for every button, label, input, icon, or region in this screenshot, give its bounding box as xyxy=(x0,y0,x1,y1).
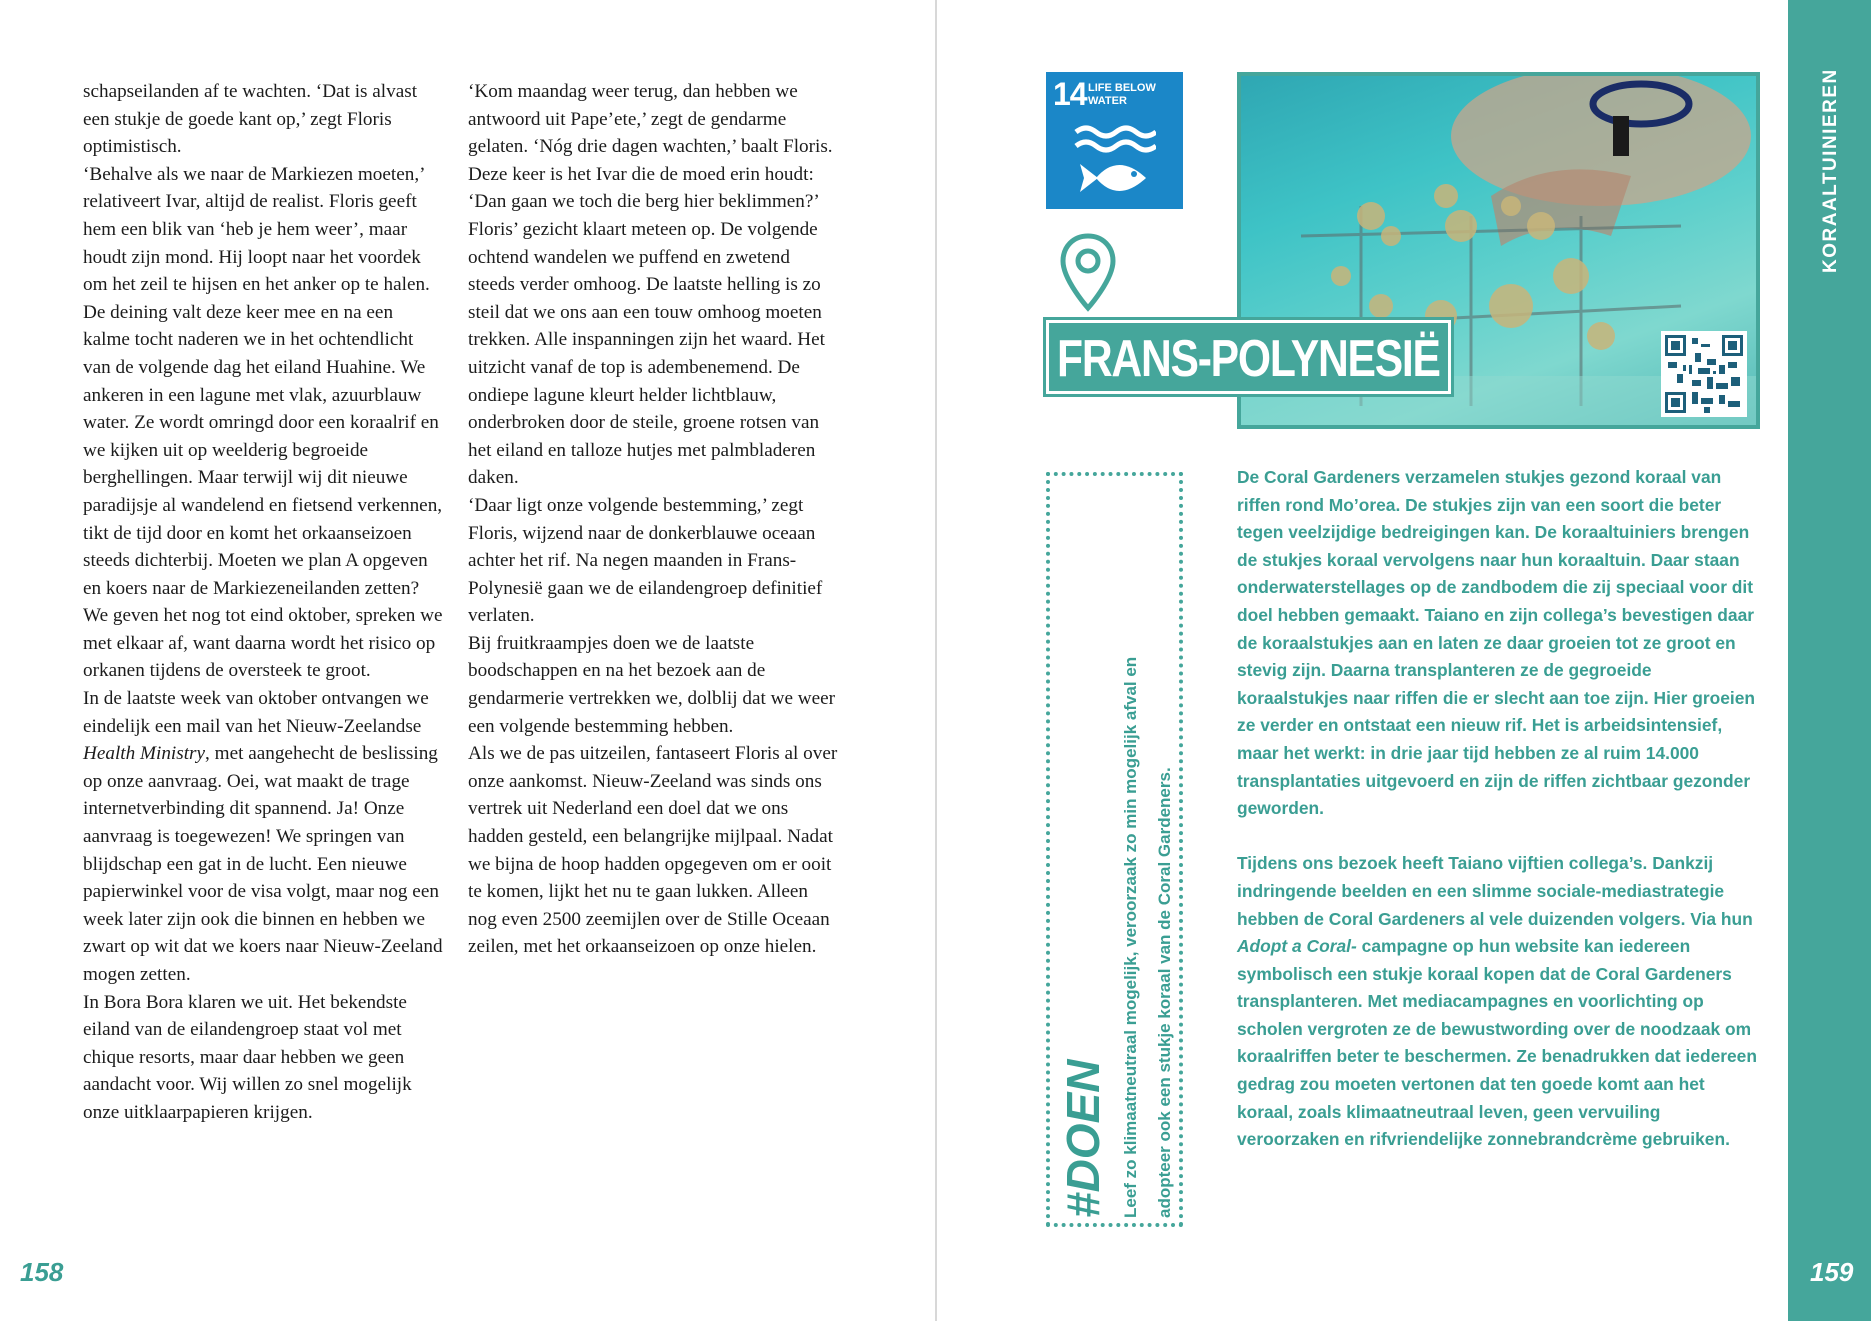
italic-span: Adopt a Coral- xyxy=(1237,936,1357,957)
text-span: campagne op hun website kan iedereen symbolisch een stukje koraal kopen dat de Coral Gardeners transplanteren. Met mediacampagnes en voorlichting op scholen vergroten ze de bewustwording over de noodzaak om koraalriffen beter te beschermen. Ze benadrukken dat iedereen gedrag zou moeten vertonen dat ten goede komt aan het koraal, zoals klimaatneutraal leven, geen vervuiling veroorzaken en rifvriendelijke zonnebrandcrème gebruiken. xyxy=(1237,936,1757,1150)
section-label: KORAALTUINIEREN xyxy=(1820,68,1841,273)
doen-title: #DOEN xyxy=(1057,1059,1109,1218)
text-span: , met aangehecht de beslissing op onze aanvraag. Oei, wat maakt de trage internetverbinding dit spannend. Ja! Onze aanvraag is toegewezen! We springen van blijdschap een gat in de lucht. Een nieuwe papierwinkel voor de visa volgt, maar nog een week later zijn ook die binnen en hebben we zwart op wit dat we koers naar Nieuw-Zeeland mogen zetten. xyxy=(83,743,443,985)
fish-waves-icon xyxy=(1074,124,1156,200)
sdg-label: LIFE BELOW WATER xyxy=(1088,82,1156,107)
left-column-2 xyxy=(468,78,838,961)
map-pin-icon xyxy=(1058,232,1118,314)
right-body-text xyxy=(1237,464,1757,1181)
left-column-1 xyxy=(83,78,443,1127)
qr-code[interactable] xyxy=(1661,331,1747,417)
paragraph: ‘Behalve als we naar de Markiezen moeten,’ relativeert Ivar, altijd de realist. Floris geeft hem een blik van ‘heb je hem weer’, maar houdt zijn mond. Hij loopt naar het voordek om het zeil te hijsen en het anker op te halen. De deining valt deze keer mee en na een kalme tocht naderen we in het ochtendlicht van de volgende dag het eiland Huahine. We ankeren in een lagune met vlak, azuurblauw water. Ze wordt omringd door een koraalrif en we kijken uit op weelderig begroeide berghellingen. Maar terwijl wij dit nieuwe paradijsje al wandelend en fietsend verkennen, tikt de tijd door en komt het orkaanseizoen steeds dichterbij. Moeten we plan A opgeven en koers naar de Markiezeneilanden zetten? We geven het nog tot eind oktober, spreken we met elkaar af, want daarna wordt het risico op orkanen tijdens de oversteek te groot. xyxy=(83,163,443,682)
sidebar-label-wrap xyxy=(1810,68,1850,288)
page-number-left: 158 xyxy=(20,1257,64,1287)
paragraph: Deze keer is het Ivar die de moed erin houdt: ‘Dan gaan we toch die berg hier beklimmen?’ Floris’ gezicht klaart meteen op. De volgende ochtend wandelen we puffend en zwetend steeds verder omhoog. De laatste helling is zo steil dat we ons aan een touw omhoog moeten trekken. Alle inspanningen zijn het waard. Het uitzicht vanaf de top is adembenemend. De ondiepe lagune kleurt helder lichtblauw, onderbroken door de steile, groene rotsen van het eiland en talloze hutjes met palmbladeren daken. xyxy=(468,163,825,489)
paragraph xyxy=(83,685,443,989)
sdg-14-badge xyxy=(1046,72,1183,209)
paragraph xyxy=(1237,850,1757,1154)
italic-span: Health Ministry xyxy=(83,743,206,765)
paragraph: schapseilanden af te wachten. ‘Dat is alvast een stukje de goede kant op,’ zegt Floris optimistisch. xyxy=(83,81,418,158)
sdg-number: 14 xyxy=(1053,76,1087,112)
destination-title-box xyxy=(1046,320,1451,394)
doen-text: Leef zo klimaatneutraal mogelijk, veroorzaak zo min mogelijk afval en adopteer ook een stukje koraal van de Coral Gardeners. xyxy=(1121,656,1174,1218)
paragraph: ‘Daar ligt onze volgende bestemming,’ zegt Floris, wijzend naar de donkerblauwe oceaan achter het rif. Na negen maanden in Frans-Polynesië gaan we de eilandengroep definitief verlaten. xyxy=(468,494,823,627)
paragraph: ‘Kom maandag weer terug, dan hebben we antwoord uit Pape’ete,’ zegt de gendarme gelaten. ‘Nóg drie dagen wachten,’ baalt Floris. xyxy=(468,81,833,158)
paragraph: Bij fruitkraampjes doen we de laatste boodschappen en na het bezoek aan de gendarmerie vertrekken we, dolblij dat we weer een volgende bestemming hebben. xyxy=(468,632,836,737)
destination-title: FRANS-POLYNESIË xyxy=(1057,330,1440,388)
doen-callout xyxy=(1046,472,1183,1227)
paragraph: Als we de pas uitzeilen, fantaseert Floris al over onze aankomst. Nieuw-Zeeland was sinds ons vertrek uit Nederland een doel dat we ons hadden gesteld, een belangrijke mijlpaal. Nadat we bijna de hoop hadden opgegeven om er ooit te komen, lijkt het nu te gaan lukken. Alleen nog even 2500 zeemijlen over de Stille Oceaan zeilen, met het orkaanseizoen op onze hielen. xyxy=(468,743,838,958)
paragraph: De Coral Gardeners verzamelen stukjes gezond koraal van riffen rond Mo’orea. De stukjes zijn van een soort die beter tegen veelzijdige bedreigingen kan. De koraaltuiniers brengen de stukjes koraal vervolgens naar hun koraaltuin. Daar staan onderwaterstellages op de zandbodem die zij speciaal voor dit doel hebben gemaakt. Taiano en zijn collega’s bevestigen daar de koraalstukjes aan en laten ze daar groeien tot ze groot en stevig zijn. Daarna transplanteren ze de gegroeide koraalstukjes naar riffen die er slecht aan toe zijn. Hier groeien ze verder en ontstaat een nieuw rif. Het is arbeidsintensief, maar het werkt: in drie jaar tijd hebben ze al ruim 14.000 transplantaties uitgevoerd en zijn de riffen zichtbaar gezonder geworden. xyxy=(1237,467,1756,819)
qr-code-icon xyxy=(1665,335,1743,413)
text-span: In de laatste week van oktober ontvangen we eindelijk een mail van het Nieuw-Zeelandse xyxy=(83,688,429,737)
text-span: Tijdens ons bezoek heeft Taiano vijftien collega’s. Dankzij indringende beelden en een slimme sociale-mediastrategie hebben de Coral Gardeners al vele duizenden volgers. Via hun xyxy=(1237,853,1753,929)
page-number-right: 159 xyxy=(1810,1257,1854,1287)
paragraph: In Bora Bora klaren we uit. Het bekendste eiland van de eilandengroep staat vol met chique resorts, maar daar hebben we geen aandacht voor. Wij willen zo snel mogelijk onze uitklaarpapieren krijgen. xyxy=(83,991,412,1123)
